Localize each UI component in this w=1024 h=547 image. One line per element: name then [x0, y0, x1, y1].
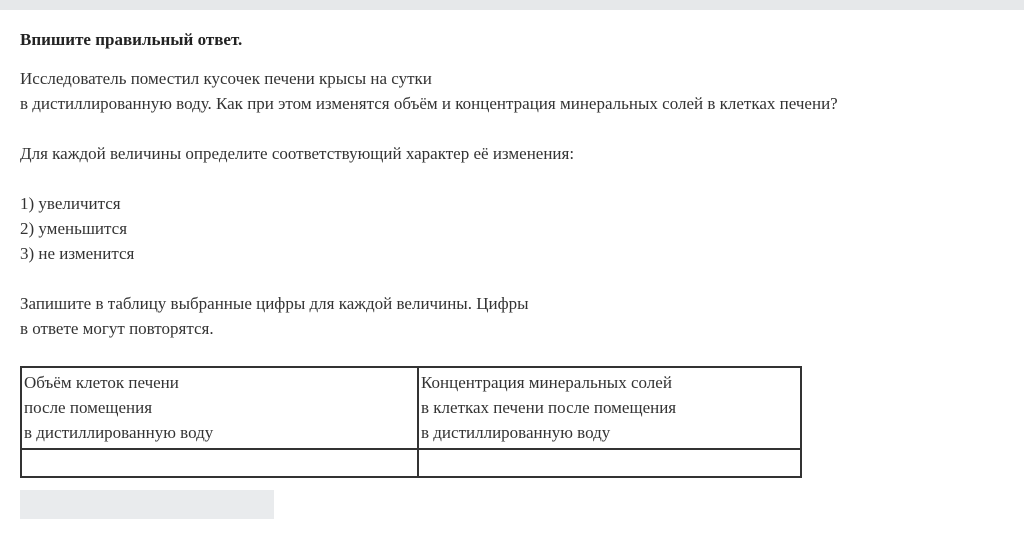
question-text: [20, 66, 1010, 116]
option-item: 1) увеличится: [20, 194, 121, 213]
question-line: Исследователь поместил кусочек печени крысы на сутки: [20, 69, 432, 88]
table-header-row: [21, 367, 801, 449]
answer-cell-volume[interactable]: [21, 449, 418, 477]
options-list: [20, 191, 1010, 266]
instruction-text: Для каждой величины определите соответствующий характер её изменения:: [20, 144, 575, 163]
option-item: 3) не изменится: [20, 244, 135, 263]
top-bar: [0, 0, 1024, 10]
submit-button-placeholder[interactable]: [20, 490, 274, 519]
header-line: после помещения: [24, 398, 153, 417]
question-line: в дистиллированную воду. Как при этом изменятся объём и концентрация минеральных солей в клетках печени?: [20, 94, 838, 113]
header-line: Объём клеток печени: [24, 373, 179, 392]
footer-line: Запишите в таблицу выбранные цифры для каждой величины. Цифры: [20, 294, 529, 313]
header-cell-volume: [21, 367, 418, 449]
option-item: 2) уменьшится: [20, 219, 128, 238]
header-line: в дистиллированную воду: [421, 423, 611, 442]
answer-input-concentration[interactable]: [419, 450, 800, 476]
answer-input-volume[interactable]: [22, 450, 417, 476]
header-line: в клетках печени после помещения: [421, 398, 677, 417]
table-answer-row: [21, 449, 801, 477]
footer-line: в ответе могут повторятся.: [20, 319, 214, 338]
task-content: [20, 27, 1010, 341]
task-heading: Впишите правильный ответ.: [20, 30, 243, 49]
header-line: в дистиллированную воду: [24, 423, 214, 442]
answer-table: [20, 366, 802, 478]
header-cell-concentration: [418, 367, 801, 449]
footer-text: [20, 291, 1010, 341]
answer-cell-concentration[interactable]: [418, 449, 801, 477]
header-line: Концентрация минеральных солей: [421, 373, 672, 392]
